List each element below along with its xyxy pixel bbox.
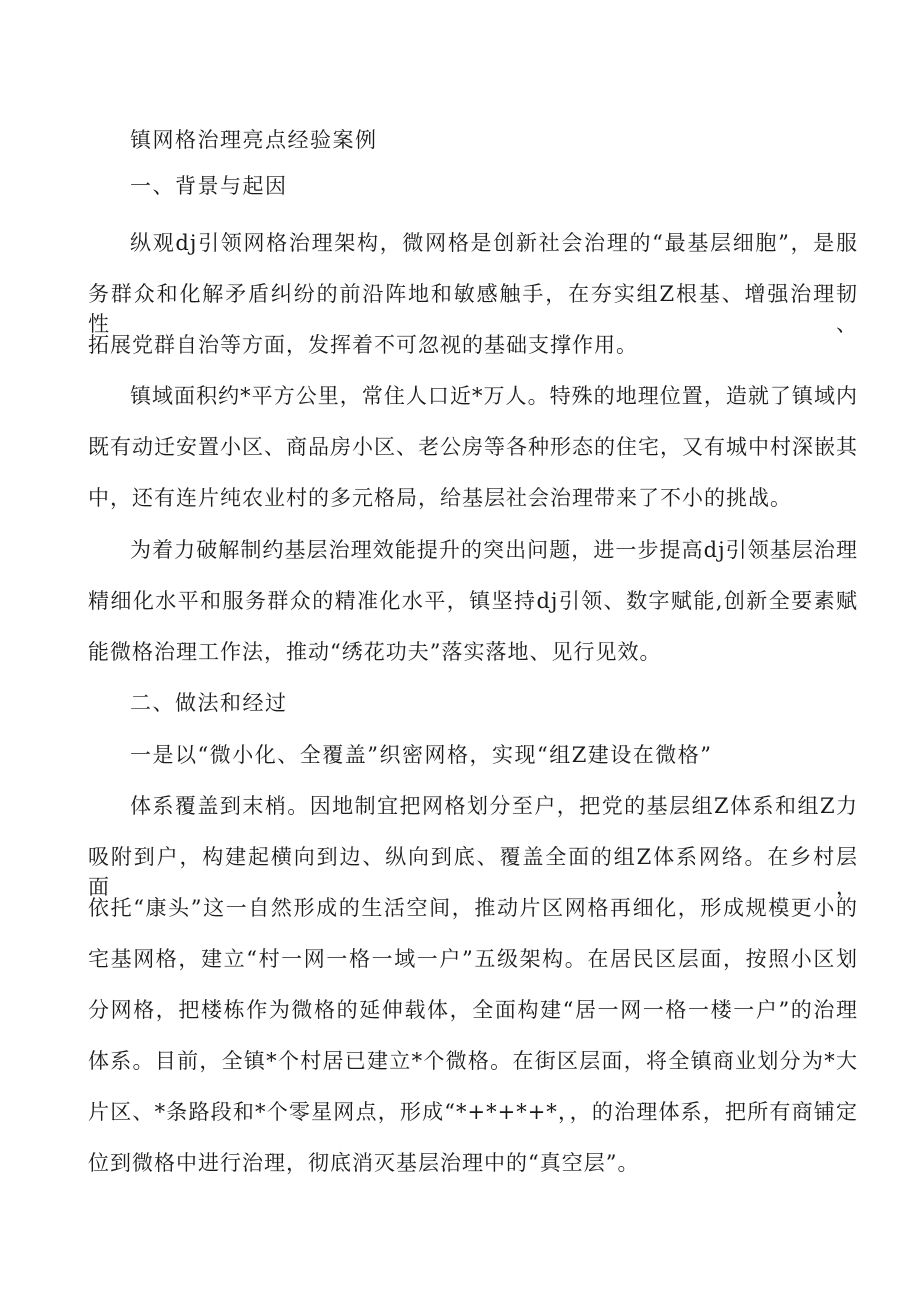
paragraph-line: 务群众和化解矛盾纠纷的前沿阵地和敏感触手，在夯实组Z根基、增强治理韧性、 xyxy=(88,282,858,336)
paragraph-line: 纵观dj引领网格治理架构，微网格是创新社会治理的“最基层细胞”，是服 xyxy=(130,231,858,255)
paragraph-line: 镇域面积约*平方公里，常住人口近*万人。特殊的地理位置，造就了镇域内 xyxy=(130,384,858,408)
paragraph-line: 为着力破解制约基层治理效能提升的突出问题，进一步提高dj引领基层治理 xyxy=(130,538,858,562)
paragraph-line: 吸附到户，构建起横向到边、纵向到底、覆盖全面的组Z体系网络。在乡村层面， xyxy=(88,845,858,899)
paragraph-line: 宅基网格，建立“村一网一格一域一户”五级架构。在居民区层面，按照小区划 xyxy=(88,947,858,971)
paragraph-line: 既有动迁安置小区、商品房小区、老公房等各种形态的住宅，又有城中村深嵌其 xyxy=(88,435,858,459)
subheading: 一是以“微小化、全覆盖”织密网格，实现“组Z建设在微格” xyxy=(130,743,713,767)
document-title: 镇网格治理亮点经验案例 xyxy=(130,128,378,152)
paragraph-line: 位到微格中进行治理，彻底消灭基层治理中的“真空层”。 xyxy=(88,1151,640,1175)
section-heading-background: 一、背景与起因 xyxy=(130,174,288,198)
section-heading-methods: 二、做法和经过 xyxy=(130,691,288,715)
paragraph-line: 拓展党群自治等方面，发挥着不可忽视的基础支撑作用。 xyxy=(88,333,638,357)
paragraph-line: 能微格治理工作法，推动“绣花功夫”落实落地、见行见效。 xyxy=(88,640,662,664)
paragraph-line: 片区、*条路段和*个零星网点，形成“*+*+*+*，，的治理体系，把所有商铺定 xyxy=(88,1100,858,1124)
paragraph-line: 依托“康头”这一自然形成的生活空间，推动片区网格再细化，形成规模更小的 xyxy=(88,896,858,920)
paragraph-line: 分网格，把楼栋作为微格的延伸载体，全面构建“居一网一格一楼一户”的治理 xyxy=(88,998,858,1022)
paragraph-line: 体系。目前，全镇*个村居已建立*个微格。在街区层面，将全镇商业划分为*大 xyxy=(88,1049,858,1073)
paragraph-line: 精细化水平和服务群众的精准化水平，镇坚持dj引领、数字赋能,创新全要素赋 xyxy=(88,589,858,613)
paragraph-line: 体系覆盖到末梢。因地制宜把网格划分至户，把党的基层组Z体系和组Z力 xyxy=(130,794,858,818)
paragraph-line: 中，还有连片纯农业村的多元格局，给基层社会治理带来了不小的挑战。 xyxy=(88,486,792,510)
